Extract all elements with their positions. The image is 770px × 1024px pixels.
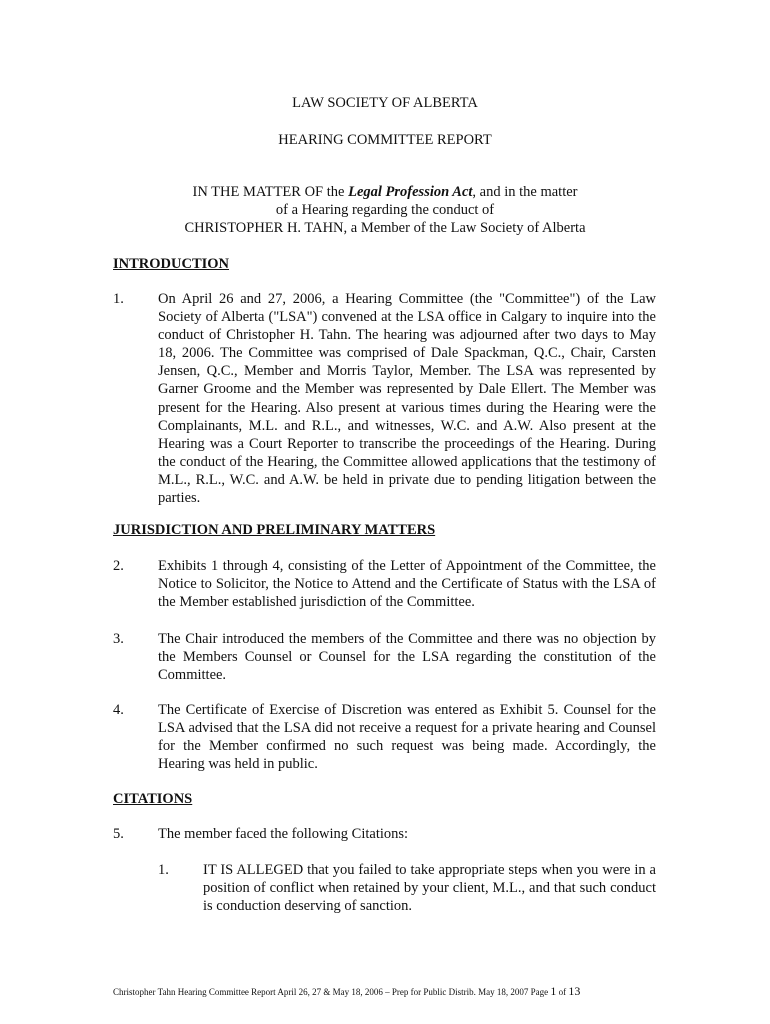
page-total: 13 (568, 984, 581, 998)
paragraph-text: The Certificate of Exercise of Discretion was entered as Exhibit 5. Counsel for the LSA advised that the LSA did not receive a request for a private hearing and Counsel for the Member confirmed no such request was being made. Accordingly, the Hearing was held in public. (158, 702, 656, 773)
matter-line-1 (0, 183, 770, 201)
paragraph-text: The Chair introduced the members of the Committee and there was no objection by the Members Counsel or Counsel for the LSA regarding the constitution of the Committee. (158, 631, 656, 684)
section-heading-citations: CITATIONS (113, 791, 193, 807)
act-name: Legal Profession Act (348, 184, 473, 200)
page-footer (113, 984, 580, 999)
paragraph-text: Exhibits 1 through 4, consisting of the Letter of Appointment of the Committee, the Notice to Solicitor, the Notice to Attend and the Certificate of Status with the LSA of the Member established jurisdiction of the Committee. (158, 558, 656, 611)
footer-text: Christopher Tahn Hearing Committee Report April 26, 27 & May 18, 2006 – Prep for Public Distrib. May 18, 2007 Page (113, 987, 551, 997)
paragraph-text: On April 26 and 27, 2006, a Hearing Committee (the "Committee") of the Law Society of Alberta ("LSA") convened at the LSA office in Calgary to inquire into the conduct of Christopher H. Tahn. The hearing was adjourned after two days to May 18, 2006. The Committee was comprised of Dale Spackman, Q.C., Chair, Carsten Jensen, Q.C., Member and Morris Taylor, Member. The LSA was represented by Garner Groome and the Member was represented by Dale Ellert. The Member was present for the Hearing. Also present at various times during the Hearing were the Complainants, M.L. and R.L., and witnesses, W.C. and A.W. Also present at the Hearing was a Court Reporter to transcribe the proceedings of the Hearing. During the conduct of the Hearing, the Committee allowed applications that the testimony of M.L., R.L., W.C. and A.W. be held in private due to pending litigation between the parties. (158, 291, 656, 507)
organization-title: LAW SOCIETY OF ALBERTA (292, 95, 478, 111)
paragraph-number: 2. (113, 558, 124, 574)
paragraph-text: The member faced the following Citations: (158, 826, 409, 842)
report-title: HEARING COMMITTEE REPORT (278, 132, 492, 148)
page-of-label: of (556, 987, 569, 997)
section-heading-jurisdiction: JURISDICTION AND PRELIMINARY MATTERS (113, 522, 436, 538)
paragraph-number: 5. (113, 826, 124, 842)
matter-line-2: of a Hearing regarding the conduct of (275, 202, 495, 218)
citation-text: IT IS ALLEGED that you failed to take appropriate steps when you were in a position of conflict when retained by your client, M.L., and that such conduct is conduction deserving of sanction. (203, 862, 656, 915)
citation-number: 1. (158, 862, 169, 878)
matter-suffix: , and in the matter (472, 184, 578, 200)
page-number: 1 (550, 984, 557, 998)
matter-prefix: IN THE MATTER OF the (192, 184, 349, 200)
paragraph-number: 3. (113, 631, 124, 647)
paragraph-number: 1. (113, 291, 124, 307)
paragraph-number: 4. (113, 702, 124, 718)
section-heading-introduction: INTRODUCTION (113, 256, 230, 272)
matter-line-3: CHRISTOPHER H. TAHN, a Member of the Law Society of Alberta (184, 220, 586, 236)
